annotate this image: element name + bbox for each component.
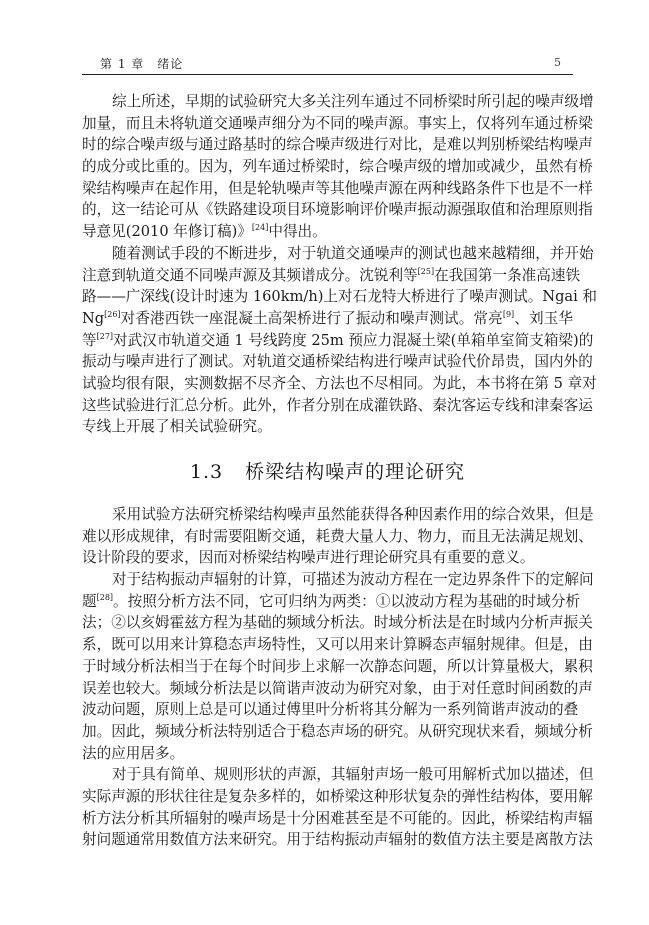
- text-line: [82, 373, 597, 395]
- text-run: 误差也较大。频域分析法是以简谐声波动为研究对象，由于对任意时间函数的声: [82, 679, 593, 697]
- text-run: 中得出。: [268, 223, 327, 241]
- text-run: 对武汉市轨道交通 1 号线跨度 25m 预应力混凝土梁(单箱单室简支箱梁)的: [113, 331, 594, 349]
- text-line: [82, 221, 573, 243]
- citation-ref: [28]: [96, 592, 114, 602]
- text-line: [82, 265, 581, 287]
- text-run: 的，这一结论可从《铁路建设项目环境影响评价噪声振动源强取值和治理原则指: [82, 201, 593, 219]
- text-run: 注意到轨道交通不同噪声源及其频谱成分。沈锐利等: [82, 266, 418, 284]
- text-run: 梁结构噪声在起作用，但是轮轨噪声等其他噪声源在两种线路条件下也是不一样: [82, 179, 593, 197]
- text-line: [82, 134, 593, 156]
- text-line: [82, 178, 593, 200]
- text-line: [82, 330, 594, 352]
- text-line: [82, 569, 594, 591]
- text-line: [82, 395, 593, 417]
- text-line: [82, 351, 593, 373]
- citation-ref: [25]: [417, 266, 435, 276]
- text-run: 系，既可以用来计算稳态声场特性，又可以用来计算瞬态声辐射规律。但是，由: [82, 636, 593, 654]
- text-line: [82, 678, 593, 700]
- text-run: 对于具有简单、规则形状的声源，其辐射声场一般可用解析式加以描述，但: [112, 766, 594, 784]
- text-line: [82, 504, 594, 526]
- section-number: 1.3: [189, 461, 224, 483]
- text-run: 对香港西铁一座混凝土高架桥进行了振动和噪声测试。常亮: [120, 309, 503, 327]
- text-line: [82, 612, 593, 634]
- text-run: 时的综合噪声级与通过路基时的综合噪声级进行对比，是难以判别桥梁结构噪声: [82, 136, 593, 154]
- text-line: [82, 286, 598, 308]
- text-run: 随着测试手段的不断进步，对于轨道交通噪声的测试也越来越精细，并开始: [112, 244, 594, 262]
- text-run: 路——广深线(设计时速为 160km/h)上对石龙特大桥进行了噪声测试。Ngai 和: [82, 288, 598, 306]
- text-run: 法的应用居多。: [82, 744, 185, 762]
- text-run: 题: [82, 592, 97, 610]
- citation-ref: [27]: [96, 331, 114, 341]
- text-run: 析方法分析其所辐射的噪声场是十分困难甚至是不可能的。因此，桥梁结构声辐: [82, 809, 593, 827]
- citation-ref: [24]: [251, 223, 269, 233]
- section-heading: [82, 460, 573, 484]
- text-line: [82, 721, 593, 743]
- text-line: [82, 743, 573, 765]
- text-run: 等: [82, 331, 97, 349]
- text-line: [82, 113, 593, 135]
- text-run: 专线上开展了相关试验研究。: [82, 418, 272, 436]
- text-line: [82, 91, 594, 113]
- text-run: 加量，而且未将轨道交通噪声细分为不同的噪声源。事实上，仅将列车通过桥梁: [82, 114, 593, 132]
- text-line: [82, 591, 581, 613]
- text-run: 加。因此，频域分析法特别适合于稳态声场的研究。从研究现状来看，频域分析: [82, 722, 593, 740]
- section-title: 桥梁结构噪声的理论研究: [245, 461, 466, 483]
- text-run: 难以形成规律，有时需要阻断交通，耗费大量人力、物力，而且无法满足规划、: [82, 527, 593, 545]
- text-line: [82, 199, 593, 221]
- text-run: 在我国第一条准高速铁: [434, 266, 581, 284]
- header-rule: [82, 74, 573, 75]
- body-text-block-2: [82, 504, 594, 851]
- text-run: 射问题通常用数值方法来研究。用于结构振动声辐射的数值方法主要是离散方法: [82, 831, 593, 849]
- text-line: [82, 808, 593, 830]
- text-run: 振动与噪声进行了测试。对轨道交通桥梁结构进行噪声试验代价昂贵，国内外的: [82, 353, 593, 371]
- running-header: [100, 52, 561, 72]
- text-line: [82, 547, 573, 569]
- text-line: [82, 156, 593, 178]
- text-line: [82, 786, 593, 808]
- text-line: [82, 308, 573, 330]
- text-run: 于时域分析法相当于在每个时间步上求解一次静态问题，所以计算量极大，累积: [82, 657, 593, 675]
- text-run: 、刘玉华: [514, 309, 573, 327]
- text-run: 法；②以亥姆霍兹方程为基础的频域分析法。时域分析法是在时域内分析声振关: [82, 614, 593, 632]
- text-line: [82, 764, 594, 786]
- text-run: 设计阶段的要求，因而对桥梁结构噪声进行理论研究具有重要的意义。: [82, 549, 535, 567]
- text-run: 采用试验方法研究桥梁结构噪声虽然能获得各种因素作用的综合效果，但是: [112, 506, 594, 523]
- text-run: 对于结构振动声辐射的计算，可描述为波动方程在一定边界条件下的定解问: [112, 571, 594, 589]
- body-text-block-1: [82, 91, 598, 438]
- text-run: 。按照分析方法不同，它可归纳为两类：①以波动方程为基础的时域分析: [113, 592, 581, 610]
- citation-ref: [26]: [104, 309, 121, 319]
- text-run: 试验均很有限，实测数据不尽齐全、方法也不尽相同。为此，本书将在第 5 章对: [82, 374, 597, 392]
- text-line: [82, 416, 573, 438]
- text-run: 实际声源的形状往往是复杂多样的，如桥梁这种形状复杂的弹性结构体，要用解: [82, 787, 593, 805]
- text-run: 综上所述，早期的试验研究大多关注列车通过不同桥梁时所引起的噪声级增: [112, 93, 594, 110]
- text-line: [82, 829, 593, 851]
- text-run: 导意见(2010 年修订稿)》: [82, 223, 252, 241]
- text-run: 这些试验进行汇总分析。此外，作者分别在成灌铁路、秦沈客运专线和津秦客运: [82, 396, 593, 414]
- page-number: 5: [554, 56, 561, 69]
- text-run: Ng: [82, 309, 105, 327]
- text-line: [82, 656, 593, 678]
- text-line: [82, 243, 594, 265]
- text-line: [82, 699, 579, 721]
- text-run: 波动问题，原则上总是可以通过傅里叶分析将其分解为一系列简谐声波动的叠: [82, 701, 579, 719]
- text-line: [82, 526, 593, 548]
- text-run: 的成分或比重的。因为，列车通过桥梁时，综合噪声级的增加或减少，虽然有桥: [82, 158, 593, 176]
- chapter-title: 第 1 章 绪论: [100, 57, 184, 71]
- text-line: [82, 634, 593, 656]
- citation-ref: [9]: [502, 309, 515, 319]
